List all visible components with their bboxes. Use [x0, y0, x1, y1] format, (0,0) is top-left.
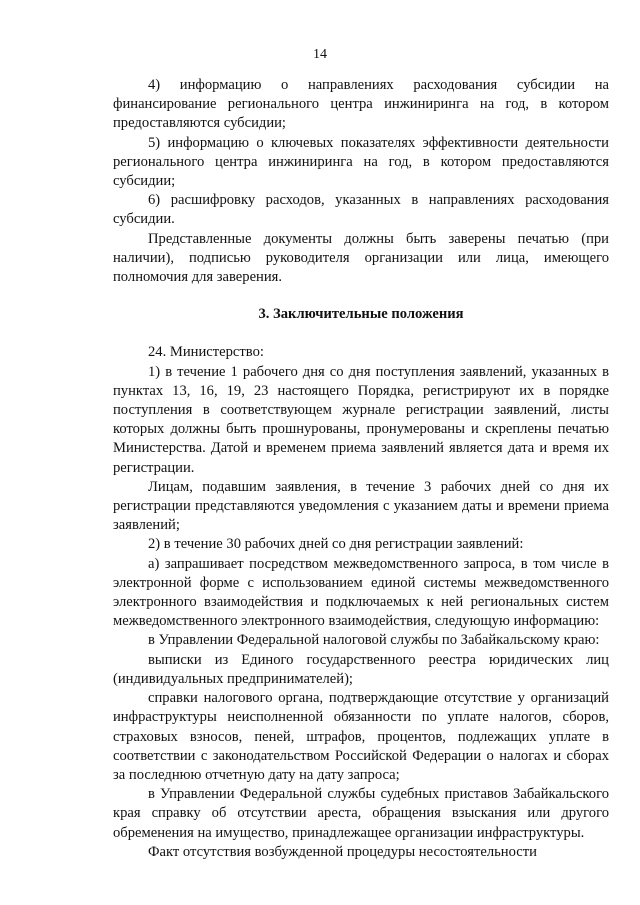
paragraph-notifications: Лицам, подавшим заявления, в течение 3 рабочих дней со дня их регистрации представляются уведомления с указанием даты и времени приема заявлений;: [113, 478, 609, 534]
paragraph-insolvency-fact: Факт отсутствия возбужденной процедуры несостоятельности: [148, 843, 537, 860]
paragraph-clause-24-1: 1) в течение 1 рабочего дня со дня поступления заявлений, указанных в пунктах 13, 16, 19, 23 настоящего Порядка, регистрируют их в порядке поступления в соответствующем журнале регистрации заявлений, листы которых должны быть прошнурованы, пронумерованы и скреплены печатью Министерства. Датой и временем приема заявлений является дата и время их регистрации.: [113, 363, 609, 476]
paragraph-item-4: 4) информацию о направлениях расходования субсидии на финансирование регионального центра инжиниринга на год, в котором предоставляются субсидии;: [113, 77, 609, 132]
paragraph-bailiffs-service: в Управлении Федеральной службы судебных приставов Забайкальского края справку об отсутствии ареста, обращения взыскания или другого обременения на имущество, принадлежащее организации инфраструктуры.: [113, 786, 609, 841]
paragraph-item-5: 5) информацию о ключевых показателях эффективности деятельности регионального центра инжиниринга на год, в котором предоставляются субсидии;: [113, 134, 609, 190]
paragraph-registry-extracts: выписки из Единого государственного реестра юридических лиц (индивидуальных предпринимателей);: [113, 651, 609, 687]
paragraph-clause-24-2: 2) в течение 30 рабочих дней со дня регистрации заявлений:: [148, 536, 524, 553]
paragraph-certification: Представленные документы должны быть заверены печатью (при наличии), подписью руководителя организации или лица, имеющего полномочия для заверения.: [113, 230, 609, 286]
page-number: 14: [313, 47, 327, 62]
document-body: [113, 76, 609, 862]
paragraph-clause-24: 24. Министерство:: [148, 344, 264, 361]
section-heading: 3. Заключительные положения: [258, 306, 464, 323]
paragraph-subclause-a: а) запрашивает посредством межведомственного запроса, в том числе в электронной форме с использованием единой системы межведомственного электронного взаимодействия и подключаемых к ней региональных систем межведомственного электронного взаимодействия, следующую информацию:: [113, 555, 609, 630]
paragraph-tax-certificates: справки налогового органа, подтверждающие отсутствие у организаций инфраструктуры неисполненной обязанности по уплате налогов, сборов, страховых взносов, пеней, штрафов, процентов, подлежащих уплате в соответствии с законодательством Российской Федерации о налогах и сборах за последнюю отчетную дату на дату запроса;: [113, 690, 609, 783]
paragraph-item-6: 6) расшифровку расходов, указанных в направлениях расходования субсидии.: [113, 192, 609, 228]
paragraph-tax-service: в Управлении Федеральной налоговой службы по Забайкальскому краю:: [148, 632, 600, 649]
